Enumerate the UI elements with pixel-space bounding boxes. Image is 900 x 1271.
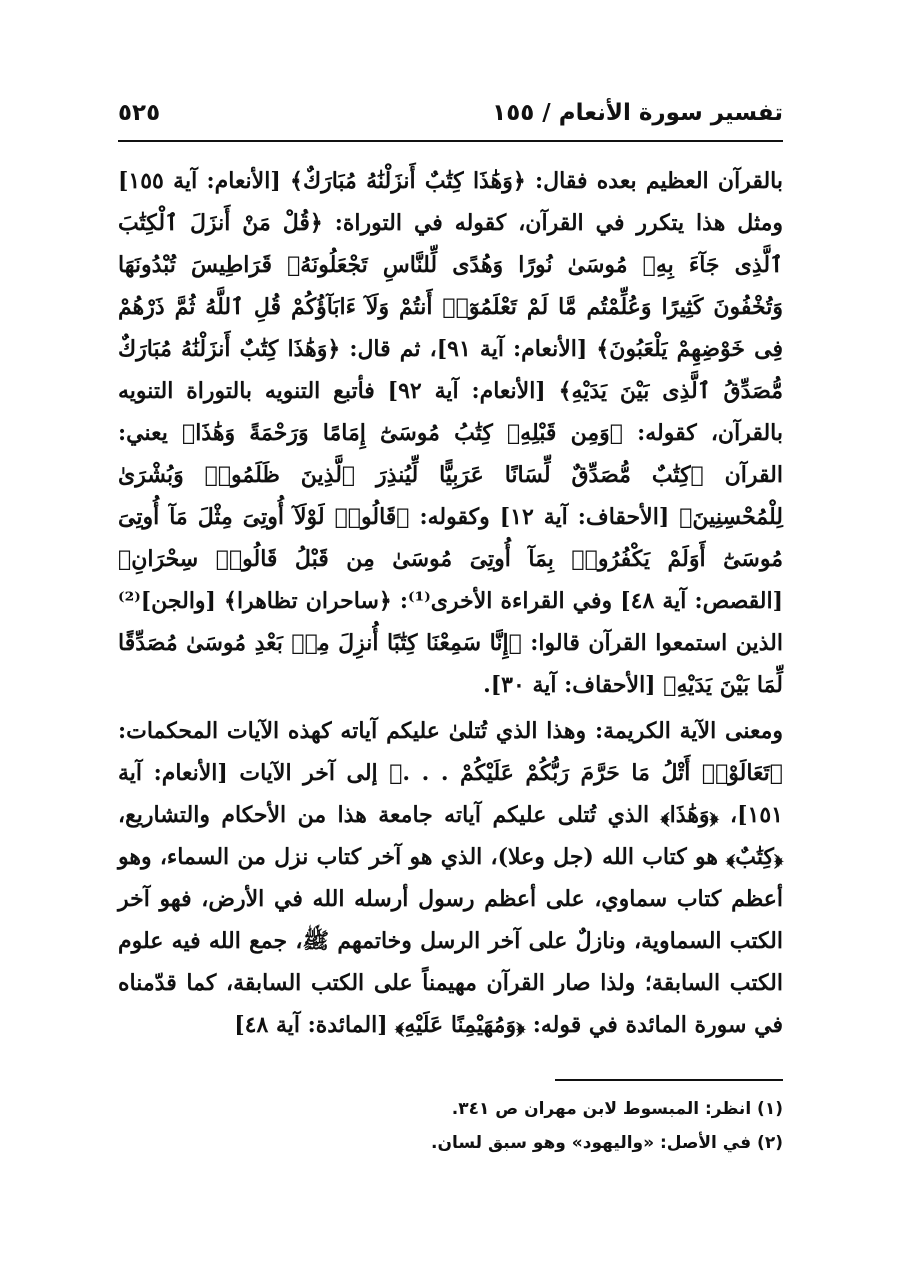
page-number: ٥٢٥	[118, 100, 161, 126]
footnote-2: (٢) في الأصل: «واليهود» وهو سبق لسان.	[431, 1133, 783, 1153]
footnote-divider	[555, 1079, 783, 1081]
footnotes	[118, 1092, 783, 1160]
main-text	[118, 160, 783, 1046]
paragraph-1: بالقرآن العظيم بعده فقال: ﴿وَهَٰذَا كِتَٰبٌ أَنزَلْنَٰهُ مُبَارَكٌ﴾ [الأنعام: آية ١٥٥] ومثل هذا يتكرر في القرآن، كقوله في التوراة: ﴿قُلْ مَنْ أَنزَلَ ٱلْكِتَٰبَ ٱلَّذِى جَآءَ بِهِۦ مُوسَىٰ نُورًا وَهُدًى لِّلنَّاسِ تَجْعَلُونَهُۥ قَرَاطِيسَ تُبْدُونَهَا وَتُخْفُونَ كَثِيرًا وَعُلِّمْتُم مَّا لَمْ تَعْلَمُوٓا۟ أَنتُمْ وَلَآ ءَابَآؤُكُمْ قُلِ ٱللَّهُ ثُمَّ ذَرْهُمْ فِى خَوْضِهِمْ يَلْعَبُونَ﴾ [الأنعام: آية ٩١]، ثم قال: ﴿وَهَٰذَا كِتَٰبٌ أَنزَلْنَٰهُ مُبَارَكٌ مُّصَدِّقُ ٱلَّذِى بَيْنَ يَدَيْهِ﴾ [الأنعام: آية ٩٢] فأتبع التنويه بالتوراة التنويه بالقرآن، كقوله: ﴿وَمِن قَبْلِهِۦ كِتَٰبُ مُوسَىٰٓ إِمَامًا وَرَحْمَةً وَهَٰذَا﴾ يعني: القرآن ﴿كِتَٰبٌ مُّصَدِّقٌ لِّسَانًا عَرَبِيًّا لِّيُنذِرَ ٱلَّذِينَ ظَلَمُوا۟ وَبُشْرَىٰ لِلْمُحْسِنِينَ﴾ [الأحقاف: آية ١٢] وكقوله: ﴿قَالُوا۟ لَوْلَآ أُوتِىَ مِثْلَ مَآ أُوتِىَ مُوسَىٰٓ أَوَلَمْ يَكْفُرُوا۟ بِمَآ أُوتِىَ مُوسَىٰ مِن قَبْلُ قَالُوا۟ سِحْرَانِ﴾ [القصص: آية ٤٨] وفي القراءة الأخرى⁽¹⁾: ﴿ساحران تظاهرا﴾ [والجن]⁽²⁾ الذين استمعوا القرآن قالوا: ﴿إِنَّا سَمِعْنَا كِتَٰبًا أُنزِلَ مِنۢ بَعْدِ مُوسَىٰ مُصَدِّقًا لِّمَا بَيْنَ يَدَيْهِ﴾ [الأحقاف: آية ٣٠].	[118, 168, 784, 698]
paragraph-2: ومعنى الآية الكريمة: وهذا الذي تُتلىٰ عليكم آياته كهذه الآيات المحكمات: ﴿تَعَالَوْا۟ أَتْلُ مَا حَرَّمَ رَبُّكُمْ عَلَيْكُمْ . . .﴾ إلى آخر الآيات [الأنعام: آية ١٥١]، ﴿وَهَٰذَا﴾ الذي تُتلى عليكم آياته جامعة هذا من الأحكام والتشاريع، ﴿كِتَٰبٌ﴾ هو كتاب الله (جل وعلا)، الذي هو آخر كتاب نزل من السماء، وهو أعظم كتاب سماوي، على أعظم رسول أرسله الله في الأرض، فهو آخر الكتب السماوية، ونازلٌ على آخر الرسل وخاتمهم ﷺ، جمع الله فيه علوم الكتب السابقة؛ ولذا صار القرآن مهيمناً على الكتب السابقة، كما قدّمناه في سورة المائدة في قوله: ﴿وَمُهَيْمِنًا عَلَيْهِ﴾ [المائدة: آية ٤٨]	[118, 718, 784, 1038]
running-title: تفسير سورة الأنعام / ١٥٥	[492, 100, 783, 126]
page-header	[118, 100, 783, 136]
footnote-1: (١) انظر: المبسوط لابن مهران ص ٣٤١.	[451, 1099, 783, 1119]
header-divider	[118, 140, 783, 142]
